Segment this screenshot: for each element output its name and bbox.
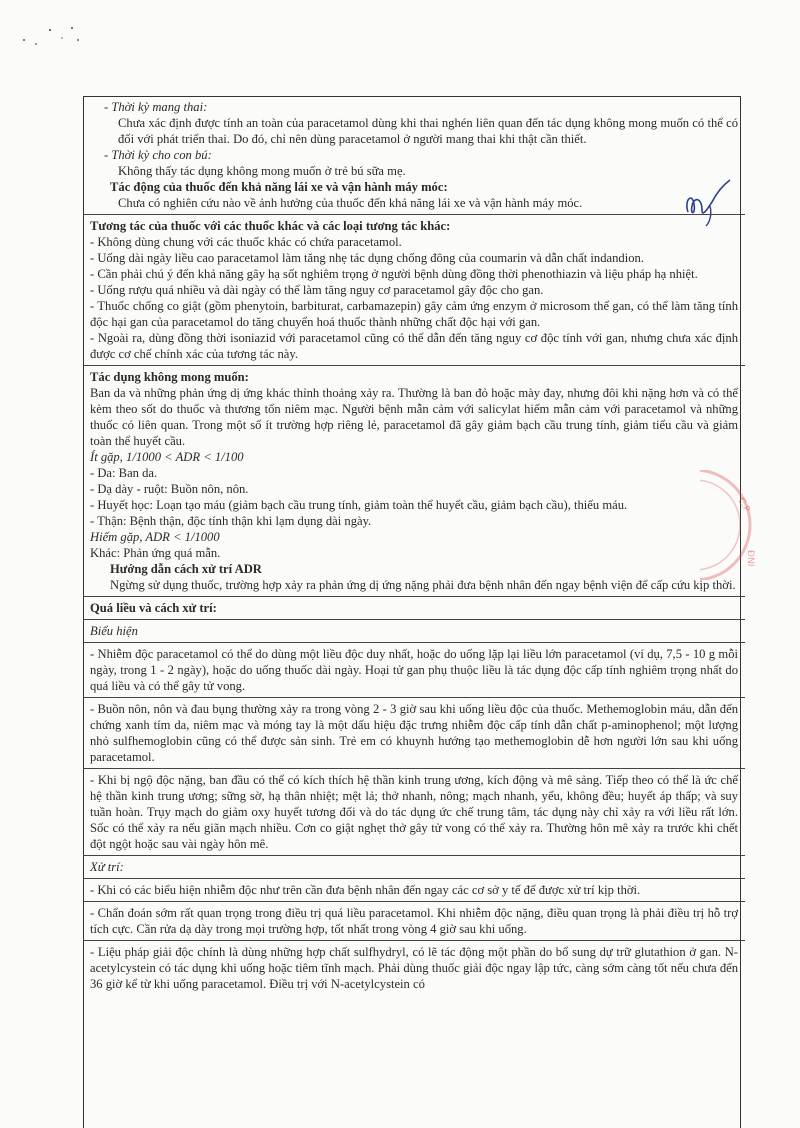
interaction-item: - Cần phải chú ý đến khả năng gây hạ sốt nghiêm trọng ở người bệnh dùng đồng thời phenothiazin và liệu pháp hạ nhiệt. [90, 267, 698, 281]
treatment-item: - Chẩn đoán sớm rất quan trọng trong điều trị quá liều paracetamol. Khi nhiễm độc nặng, điều quan trọng là phải điều trị hỗ trợ tích cực. Cần rửa dạ dày trong mọi trường hợp, tốt nhất trong vòng 4 giờ sau khi uống. [90, 906, 738, 936]
lactation-label: - Thời kỳ cho con bú: [104, 148, 212, 162]
overdose-heading: Quá liều và cách xử trí: [90, 601, 217, 615]
sign-item: - Khi bị ngộ độc nặng, ban đầu có thể có kích thích hệ thần kinh trung ương, kích động và mê sảng. Tiếp theo có thể là ức chế hệ thần kinh trung ương; sững sờ, hạ thân nhiệt; mệt lả; thở nhanh, nông; mạch nhanh, yếu, không đều; huyết áp thấp; và suy tuần hoàn. Trụy mạch do giảm oxy huyết tương đối và do tác dụng ức chế trung tâm, tác dụng này chỉ xảy ra với liều rất lớn. Sốc có thể xảy ra nếu giãn mạch nhiều. Cơn co giật nghẹt thở gây tử vong có thể xảy ra. Thường hôn mê xảy ra trước khi chết đột ngột hoặc sau vài ngày hôn mê. [90, 773, 738, 851]
uncommon-item: - Dạ dày - ruột: Buồn nôn, nôn. [90, 482, 249, 496]
section-divider [83, 940, 745, 941]
uncommon-item: - Da: Ban da. [90, 466, 158, 480]
rare-text: Khác: Phản ứng quá mẫn. [90, 546, 221, 560]
section-divider [83, 619, 745, 620]
sign-item: - Buồn nôn, nôn và đau bụng thường xảy ra trong vòng 2 - 3 giờ sau khi uống liều độc của thuốc. Methemoglobin máu, dẫn đến chứng xanh tím da, niêm mạc và móng tay là một dấu hiệu đặc trưng nhiễm độc cấp tính dẫn chất p-aminophenol; một lượng nhỏ sulfhemoglobin cũng có thể được sản sinh. Trẻ em có khuynh hướng tạo methemoglobin dễ hơn người lớn sau khi uống paracetamol. [90, 702, 738, 764]
interaction-item: - Thuốc chống co giật (gồm phenytoin, barbiturat, carbamazepin) gây cảm ứng enzym ở microsom thể gan, có thể làm tăng tính độc hại gan của paracetamol do tăng chuyển hoá thuốc thành những chất độc hại với gan. [90, 299, 738, 329]
section-divider [83, 901, 745, 902]
document-body [90, 99, 738, 992]
adr-text: Ngừng sử dụng thuốc, trường hợp xảy ra phản ứng dị ứng nặng phải đưa bệnh nhân đến ngay bệnh viện để cấp cứu kịp thời. [110, 578, 736, 592]
rare-label: Hiếm gặp, ADR < 1/1000 [90, 530, 220, 544]
driving-text: Chưa có nghiên cứu nào về ảnh hưởng của thuốc đến khả năng lái xe và vận hành máy móc. [118, 196, 583, 210]
interaction-item: - Uống dài ngày liều cao paracetamol làm tăng nhẹ tác dụng chống đông của coumarin và dẫn chất indandion. [90, 251, 644, 265]
section-divider [83, 642, 745, 643]
lactation-text: Không thấy tác dụng không mong muốn ở trẻ bú sữa mẹ. [118, 164, 406, 178]
uncommon-item: - Huyết học: Loạn tạo máu (giảm bạch cầu trung tính, giảm toàn thể huyết cầu, giảm bạch cầu), thiếu máu. [90, 498, 628, 512]
pregnancy-label: - Thời kỳ mang thai: [104, 100, 208, 114]
adr-heading: Hướng dẫn cách xử trí ADR [110, 562, 262, 576]
svg-text:C.P: C.P [735, 496, 752, 515]
section-divider [83, 596, 745, 597]
interaction-item: - Không dùng chung với các thuốc khác có chứa paracetamol. [90, 235, 402, 249]
scan-specks [20, 20, 90, 55]
section-divider [83, 697, 745, 698]
treatment-item: - Liệu pháp giải độc chính là dùng những hợp chất sulfhydryl, có lẽ tác động một phần do bổ sung dự trữ glutathion ở gan. N-acetylcystein có tác dụng khi uống hoặc tiêm tĩnh mạch. Phải dùng thuốc giải độc ngay lập tức, càng sớm càng tốt nếu chưa đến 36 giờ kể từ khi uống paracetamol. Điều trị với N-acetylcystein có [90, 945, 738, 991]
pregnancy-text: Chưa xác định được tính an toàn của paracetamol dùng khi thai nghén liên quan đến tác dụng không mong muốn có thể có đối với phát triển thai. Do đó, chỉ nên dùng paracetamol ở người mang thai khi thật cần thiết. [118, 116, 738, 146]
uncommon-item: - Thận: Bệnh thận, độc tính thận khi lạm dụng dài ngày. [90, 514, 372, 528]
interactions-heading: Tương tác của thuốc với các thuốc khác và các loại tương tác khác: [90, 219, 451, 233]
treatment-label: Xử trí: [90, 860, 124, 874]
sign-item: - Nhiễm độc paracetamol có thể do dùng một liều độc duy nhất, hoặc do uống lặp lại liều lớn paracetamol (ví dụ, 7,5 - 10 g mỗi ngày, trong 1 - 2 ngày), hoặc do uống thuốc dài ngày. Hoại tử gan phụ thuộc liều là tác dụng độc cấp tính nghiêm trọng nhất do quá liều và có thể gây tử vong. [90, 647, 738, 693]
uncommon-label: Ít gặp, 1/1000 < ADR < 1/100 [90, 450, 244, 464]
interaction-item: - Ngoài ra, dùng đồng thời isoniazid với paracetamol cũng có thể dẫn đến tăng nguy cơ độc tính với gan, nhưng chưa xác định được cơ chế chính xác của tương tác này. [90, 331, 738, 361]
interaction-item: - Uống rượu quá nhiều và dài ngày có thể làm tăng nguy cơ paracetamol gây độc cho gan. [90, 283, 544, 297]
section-divider [83, 878, 745, 879]
treatment-item: - Khi có các biểu hiện nhiễm độc như trên cần đưa bệnh nhân đến ngay các cơ sở y tế để được xử trí kịp thời. [90, 883, 641, 897]
section-divider [83, 365, 745, 366]
adverse-heading: Tác dụng không mong muốn: [90, 370, 249, 384]
svg-text:ĐNI: ĐNI [745, 550, 755, 567]
signs-label: Biểu hiện [90, 624, 138, 638]
adverse-intro: Ban da và những phản ứng dị ứng khác thỉnh thoảng xảy ra. Thường là ban đỏ hoặc mày đay, nhưng đôi khi nặng hơn và có thể kèm theo sốt do thuốc và thương tổn niêm mạc. Người bệnh mẫn cảm với salicylat hiếm mẫn cảm với paracetamol và những thuốc có liên quan. Trong một số ít trường hợp riêng lẻ, paracetamol đã gây giảm bạch cầu trung tính, giảm tiểu cầu và giảm toàn thể huyết cầu. [90, 386, 738, 448]
section-divider [83, 855, 745, 856]
driving-heading: Tác động của thuốc đến khả năng lái xe và vận hành máy móc: [110, 180, 448, 194]
section-divider [83, 768, 745, 769]
section-divider [83, 214, 745, 215]
